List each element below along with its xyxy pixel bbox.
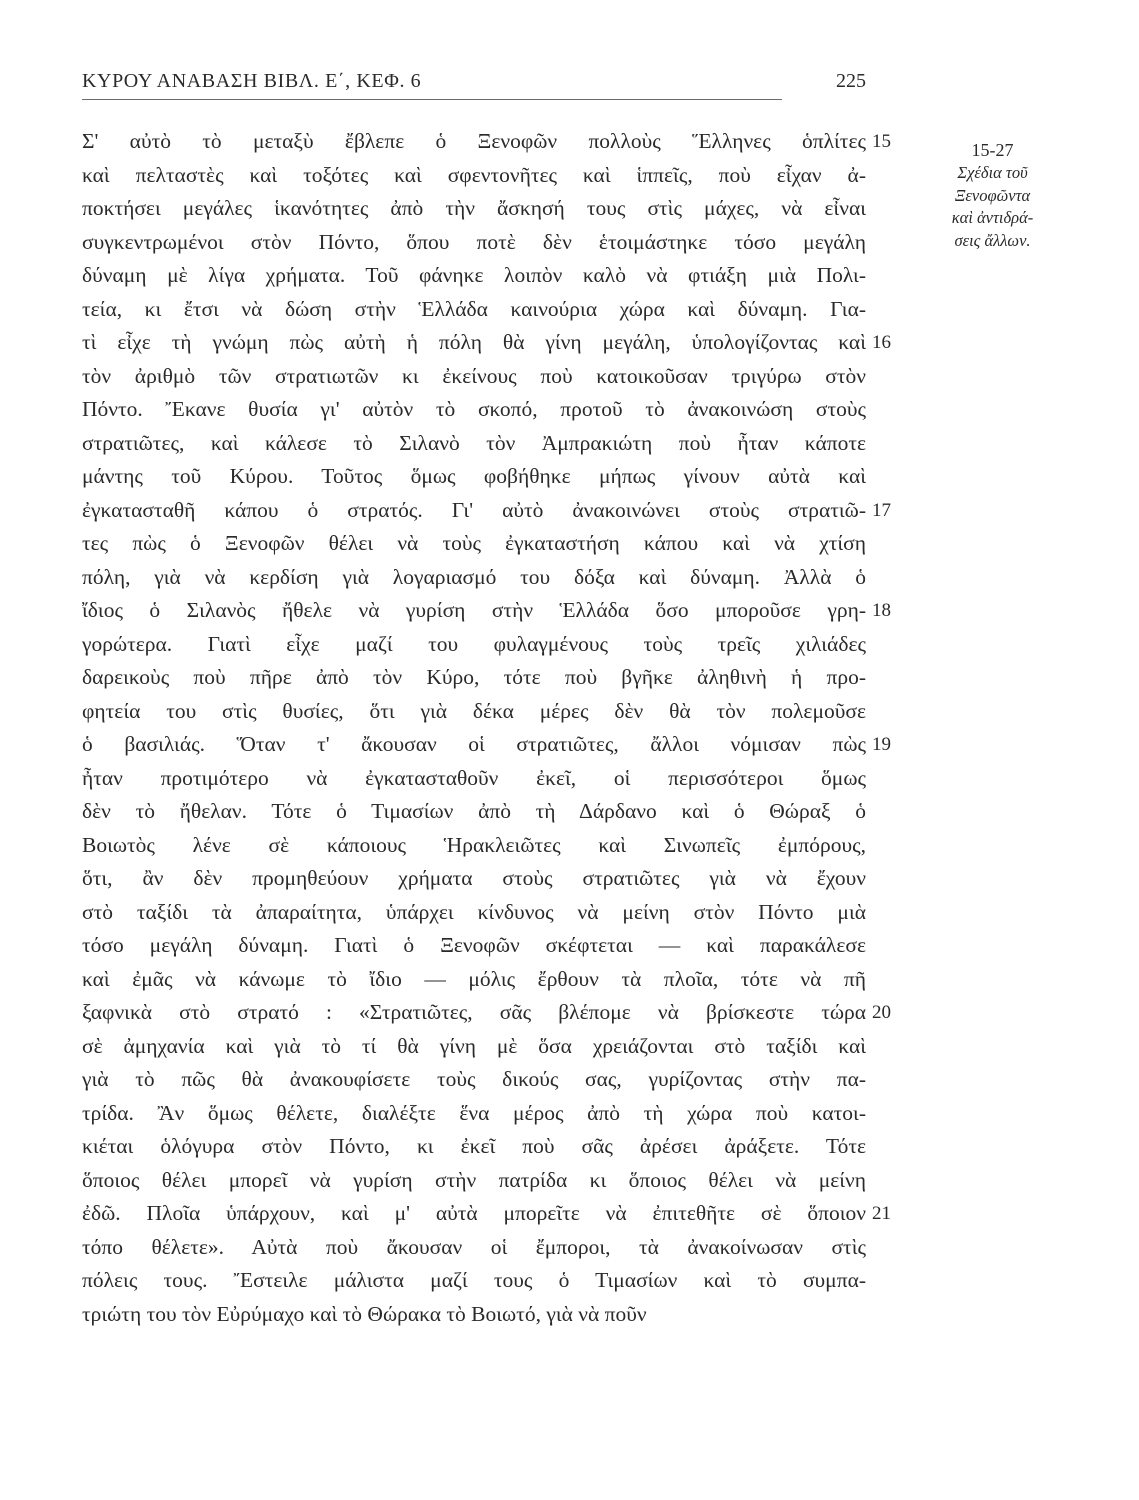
text-line: συγκεντρωμένοι στὸν Πόντο, ὅπου ποτὲ δὲν ἑτοιμάστηκε τόσο μεγάλη — [82, 229, 866, 254]
text-line: τόσο μεγάλη δύναμη. Γιατὶ ὁ Ξενοφῶν σκέφτεται — καὶ παρακάλεσε — [82, 933, 866, 957]
text-line: τὸν ἀριθμὸ τῶν στρατιωτῶν κι ἐκείνους ποὺ κατοικοῦσαν τριγύρω στὸν — [82, 363, 866, 388]
text-line: τρίδα. Ἂν ὅμως θέλετε, διαλέξτε ἕνα μέρος ἀπὸ τὴ χώρα ποὺ κατοι- — [82, 1100, 866, 1125]
margin-note-line: καὶ ἀντιδρά- — [951, 208, 1034, 227]
text-line: τόπο θέλετε». Αὐτὰ ποὺ ἄκουσαν οἱ ἔμποροι, τὰ ἀνακοίνωσαν στὶς — [82, 1234, 866, 1259]
main-text — [82, 125, 866, 1331]
text-line: τριώτη του τὸν Εὐρύμαχο καὶ τὸ Θώρακα τὸ Βοιωτό, γιὰ νὰ ποῦν — [82, 1301, 647, 1326]
text-line: καὶ πελταστὲς καὶ τοξότες καὶ σφεντονῆτες καὶ ἱππεῖς, ποὺ εἶχαν ἀ- — [82, 162, 866, 187]
text-line: γιὰ τὸ πῶς θὰ ἀνακουφίσετε τοὺς δικούς σας, γυρίζοντας στὴν πα- — [82, 1067, 866, 1091]
section-number: 16 — [872, 332, 891, 353]
text-line: ὁ βασιλιάς. Ὅταν τ' ἄκουσαν οἱ στρατιῶτες, ἄλλοι νόμισαν πὼς — [82, 732, 866, 756]
text-line: στὸ ταξίδι τὰ ἀπαραίτητα, ὑπάρχει κίνδυνος νὰ μείνη στὸν Πόντο μιὰ — [82, 899, 866, 924]
text-line: σὲ ἀμηχανία καὶ γιὰ τὸ τί θὰ γίνη μὲ ὅσα χρειάζονται στὸ ταξίδι καὶ — [82, 1033, 866, 1058]
margin-note-line: Σχέδια τοῦ — [957, 163, 1028, 182]
text-line: ἴδιος ὁ Σιλανὸς ἤθελε νὰ γυρίση στὴν Ἑλλάδα ὅσο μποροῦσε γρη- — [82, 598, 866, 622]
section-number: 15 — [872, 131, 891, 152]
text-line: ἐγκατασταθῆ κάπου ὁ στρατός. Γι' αὐτὸ ἀνακοινώνει στοὺς στρατιῶ- — [82, 497, 866, 522]
section-number: 19 — [872, 734, 891, 755]
running-title: ΚΥΡΟΥ ΑΝΑΒΑΣΗ ΒΙΒΛ. Ε΄, ΚΕΦ. 6 — [82, 70, 422, 92]
text-line: Βοιωτὸς λένε σὲ κάποιους Ἡρακλειῶτες καὶ Σινωπεῖς ἐμπόρους, — [82, 832, 866, 857]
text-line: κιέται ὁλόγυρα στὸν Πόντο, κι ἐκεῖ ποὺ σᾶς ἀρέσει ἀράξετε. Τότε — [82, 1134, 866, 1158]
section-number: 20 — [872, 1002, 891, 1023]
text-line: Πόντο. Ἔκανε θυσία γι' αὐτὸν τὸ σκοπό, προτοῦ τὸ ἀνακοινώση στοὺς — [82, 397, 866, 421]
margin-note — [925, 138, 1060, 252]
text-line: τες πὼς ὁ Ξενοφῶν θέλει νὰ τοὺς ἐγκαταστήση κάπου καὶ νὰ χτίση — [82, 531, 866, 555]
text-line: στρατιῶτες, καὶ κάλεσε τὸ Σιλανὸ τὸν Ἀμπρακιώτη ποὺ ἦταν κάποτε — [82, 430, 866, 455]
text-line: ξαφνικὰ στὸ στρατό : «Στρατιῶτες, σᾶς βλέπομε νὰ βρίσκεστε τώρα — [82, 1000, 866, 1024]
text-line: γορώτερα. Γιατὶ εἶχε μαζί του φυλαγμένους τοὺς τρεῖς χιλιάδες — [82, 631, 866, 656]
page-number: 225 — [836, 70, 866, 92]
text-line: Σ' αὐτὸ τὸ μεταξὺ ἔβλεπε ὁ Ξενοφῶν πολλοὺς Ἕλληνες ὁπλίτες — [82, 129, 866, 153]
text-line: δύναμη μὲ λίγα χρήματα. Τοῦ φάνηκε λοιπὸν καλὸ νὰ φτιάξη μιὰ Πολι- — [82, 263, 866, 287]
margin-note-line: σεις ἄλλων. — [954, 230, 1031, 250]
section-number: 21 — [872, 1203, 891, 1224]
margin-note-range: 15-27 — [971, 140, 1014, 160]
text-line: δὲν τὸ ἤθελαν. Τότε ὁ Τιμασίων ἀπὸ τὴ Δάρδανο καὶ ὁ Θώραξ ὁ — [82, 799, 866, 823]
text-line: φητεία του στὶς θυσίες, ὅτι γιὰ δέκα μέρες δὲν θὰ τὸν πολεμοῦσε — [82, 698, 866, 723]
text-line: ἦταν προτιμότερο νὰ ἐγκατασταθοῦν ἐκεῖ, οἱ περισσότεροι ὅμως — [82, 765, 866, 790]
page-header — [82, 70, 866, 102]
text-line: ὅποιος θέλει μπορεῖ νὰ γυρίση στὴν πατρίδα κι ὅποιος θέλει νὰ μείνη — [82, 1167, 866, 1192]
text-line: ἐδῶ. Πλοῖα ὑπάρχουν, καὶ μ' αὐτὰ μπορεῖτε νὰ ἐπιτεθῆτε σὲ ὅποιον — [82, 1201, 866, 1225]
text-line: καὶ ἐμᾶς νὰ κάνωμε τὸ ἴδιο — μόλις ἔρθουν τὰ πλοῖα, τότε νὰ πῆ — [82, 966, 866, 991]
section-number: 18 — [872, 600, 891, 621]
text-line: πόλη, γιὰ νὰ κερδίση γιὰ λογαριασμό του δόξα καὶ δύναμη. Ἀλλὰ ὁ — [82, 564, 866, 589]
text-line: ὅτι, ἂν δὲν προμηθεύουν χρήματα στοὺς στρατιῶτες γιὰ νὰ ἔχουν — [82, 866, 866, 890]
text-line: τὶ εἶχε τὴ γνώμη πὼς αὐτὴ ἡ πόλη θὰ γίνη μεγάλη, ὑπολογίζοντας καὶ — [82, 330, 866, 354]
text-line: τεία, κι ἔτσι νὰ δώση στὴν Ἑλλάδα καινούρια χώρα καὶ δύναμη. Για- — [82, 296, 866, 321]
header-rule — [82, 99, 782, 100]
section-number: 17 — [872, 499, 891, 521]
margin-note-line: Ξενοφῶντα — [954, 185, 1031, 205]
text-line: μάντης τοῦ Κύρου. Τοῦτος ὅμως φοβήθηκε μήπως γίνουν αὐτὰ καὶ — [82, 464, 866, 488]
text-line: δαρεικοὺς ποὺ πῆρε ἀπὸ τὸν Κύρο, τότε ποὺ βγῆκε ἀληθινὴ ἡ προ- — [82, 665, 866, 689]
text-line: ποκτήσει μεγάλες ἱκανότητες ἀπὸ τὴν ἄσκησή τους στὶς μάχες, νὰ εἶναι — [82, 196, 866, 220]
text-line: πόλεις τους. Ἔστειλε μάλιστα μαζί τους ὁ Τιμασίων καὶ τὸ συμπα- — [82, 1268, 866, 1292]
